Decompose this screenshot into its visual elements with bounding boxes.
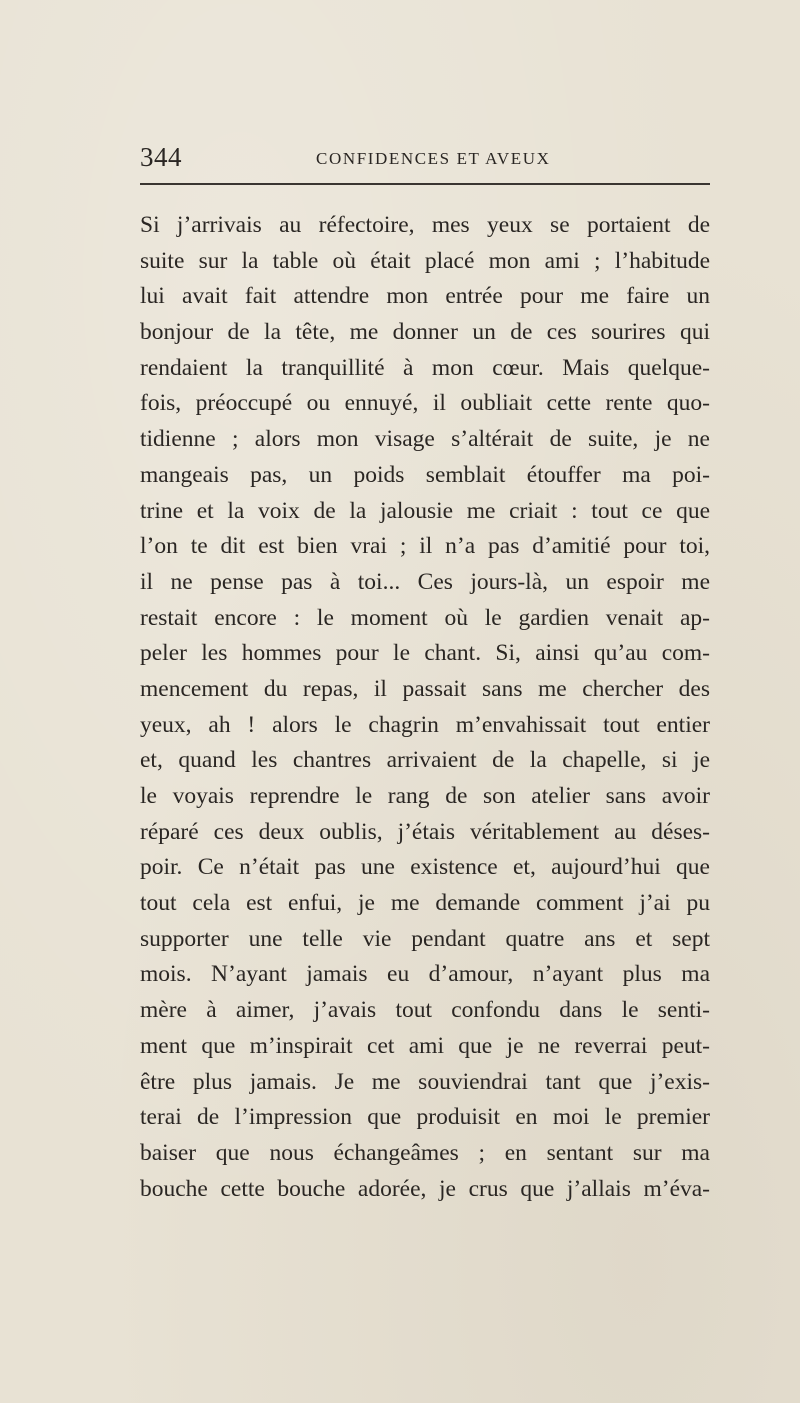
- page-header: [140, 140, 710, 174]
- text-line: il ne pense pas à toi... Ces jours-là, un espoir me: [140, 568, 710, 595]
- body-text: [140, 208, 710, 1207]
- text-line: supporter une telle vie pendant quatre ans et sept: [140, 925, 710, 952]
- header-rule: [140, 183, 710, 185]
- text-line: mencement du repas, il passait sans me chercher des: [140, 675, 710, 702]
- text-line: yeux, ah ! alors le chagrin m’envahissait tout entier: [140, 711, 710, 738]
- text-line: réparé ces deux oublis, j’étais véritablement au déses-: [140, 818, 710, 845]
- text-line: suite sur la table où était placé mon ami ; l’habitude: [140, 247, 710, 274]
- text-line: bonjour de la tête, me donner un de ces sourires qui: [140, 319, 710, 346]
- running-title: CONFIDENCES ET AVEUX: [316, 149, 551, 168]
- text-line: trine et la voix de la jalousie me criait : tout ce que: [140, 497, 710, 524]
- text-line: bouche cette bouche adorée, je crus que j’allais m’éva-: [140, 1175, 710, 1202]
- text-line: lui avait fait attendre mon entrée pour me faire un: [140, 283, 710, 310]
- text-line: et, quand les chantres arrivaient de la chapelle, si je: [140, 747, 710, 774]
- text-line: mère à aimer, j’avais tout confondu dans le senti-: [140, 997, 710, 1024]
- text-line: Si j’arrivais au réfectoire, mes yeux se portaient de: [140, 212, 710, 238]
- text-line: restait encore : le moment où le gardien venait ap-: [140, 604, 710, 631]
- text-line: baiser que nous échangeâmes ; en sentant sur ma: [140, 1139, 710, 1166]
- text-line: terai de l’impression que produisit en moi le premier: [140, 1104, 710, 1131]
- text-line: poir. Ce n’était pas une existence et, aujourd’hui que: [140, 854, 710, 881]
- text-line: l’on te dit est bien vrai ; il n’a pas d’amitié pour toi,: [140, 533, 710, 560]
- text-line: le voyais reprendre le rang de son atelier sans avoir: [140, 783, 710, 809]
- text-line: rendaient la tranquillité à mon cœur. Mais quelque-: [140, 354, 710, 381]
- text-line: fois, préoccupé ou ennuyé, il oubliait cette rente quo-: [140, 390, 710, 417]
- text-line: peler les hommes pour le chant. Si, ainsi qu’au com-: [140, 640, 710, 667]
- text-line: ment que m’inspirait cet ami que je ne reverrai peut-: [140, 1032, 710, 1059]
- text-line: tout cela est enfui, je me demande comment j’ai pu: [140, 890, 710, 917]
- text-line: tidienne ; alors mon visage s’altérait de suite, je ne: [140, 426, 710, 453]
- page-number: 344: [140, 142, 182, 172]
- text-line: mois. N’ayant jamais eu d’amour, n’ayant plus ma: [140, 961, 710, 988]
- text-line: mangeais pas, un poids semblait étouffer ma poi-: [140, 461, 710, 488]
- text-line: être plus jamais. Je me souviendrai tant que j’exis-: [140, 1068, 710, 1095]
